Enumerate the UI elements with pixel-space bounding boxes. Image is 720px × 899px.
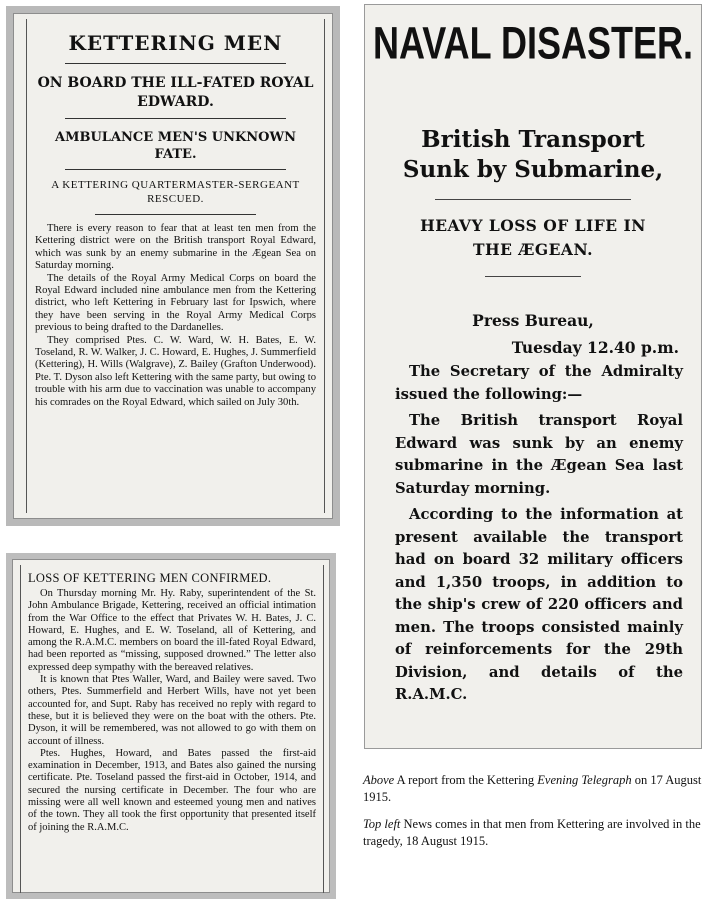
deck-line: Sunk by Submarine, (402, 156, 664, 183)
paragraph: The details of the Royal Army Medical Corps on board the Royal Edward included nine ambulance men from the Kettering district, who left Kettering in February last for Ipswich, where they have been serving in the Royal Army Medical Corps previous to being drafted to the Dardanelles. (35, 272, 316, 334)
caption-label: Above (363, 773, 395, 787)
article-body (35, 223, 316, 409)
clipping-column (26, 19, 325, 513)
caption-above (363, 772, 715, 806)
divider (65, 118, 286, 119)
clipping-loss-confirmed (6, 553, 336, 899)
deck-heading: A KETTERING QUARTERMASTER-SERGEANT RESCUED. (51, 179, 300, 205)
paragraph: The British transport Royal Edward was sunk by an enemy submarine in the Ægean Sea last Saturday morning. (395, 412, 683, 497)
headline: KETTERING MEN (68, 31, 283, 55)
captions (363, 772, 715, 860)
byline: Press Bureau, (472, 311, 594, 330)
dateline: Tuesday 12.40 p.m. (511, 338, 679, 357)
divider (435, 199, 631, 200)
deck-heading: ON BOARD THE ILL-FATED ROYAL EDWARD. (37, 75, 314, 110)
deck-heading (367, 214, 699, 262)
paragraph: It is known that Ptes Waller, Ward, and Bailey were saved. Two others, Ptes. Summerfield and Herbert Wills, have not yet been accounted for, and Supt. Raby has received no reply with regard to these, but it is believed they were on the boat with the others. Pte. Dyson, it will be remembered, was not allowed to go with them on account of illness. (28, 674, 316, 747)
paragraph: The Secretary of the Admiralty issued the following:— (395, 363, 683, 403)
caption-text: A report from the Kettering (394, 773, 538, 787)
deck-heading: AMBULANCE MEN'S UNKNOWN FATE. (55, 130, 296, 162)
divider (95, 214, 256, 215)
caption-italic: Evening Telegraph (537, 773, 632, 787)
clipping-column (20, 565, 324, 893)
caption-top-left (363, 816, 715, 850)
headline: LOSS OF KETTERING MEN CONFIRMED. (28, 571, 272, 585)
clipping-naval-disaster (364, 4, 702, 749)
deck-line: THE ÆGEAN. (472, 240, 594, 259)
paragraph: According to the information at present available the transport had on board 32 military officers and 1,350 troops, in addition to the ship's crew of 220 officers and men. The troops consisted mainly of reinforcements for the 29th Division, and details of the R.A.M.C. (395, 506, 683, 703)
article-body (28, 588, 316, 834)
clipping-kettering-men (6, 6, 340, 526)
divider (485, 276, 581, 277)
headline: NAVAL DISASTER. (372, 17, 694, 69)
divider (65, 169, 286, 170)
caption-text: News comes in that men from Kettering are involved in the tragedy, 18 August 1915. (363, 817, 701, 848)
deck-line: British Transport (421, 126, 645, 153)
paragraph: They comprised Ptes. C. W. Ward, W. H. Bates, E. W. Toseland, R. W. Walker, J. C. Howard, E. Hughes, J. Summerfield (Kettering), H. Wills (Walgrave), Z. Bailey (Grafton Underwood). Pte. T. Dyson also left Kettering with the same party, but owing to trouble with his arm due to vaccination was unable to accompany his comrades on the Royal Edward, which sailed on July 30th. (35, 334, 316, 408)
paragraph: On Thursday morning Mr. Hy. Raby, superintendent of the St. John Ambulance Brigade, Kettering, received an official intimation from the War Office to the effect that Privates W. H. Bates, J. C. Howard, E. Hughes, and E. W. Toseland, all of Kettering, and among the R.A.M.C. members on board the ill-fated Royal Edward, had been reported as “missing, supposed drowned.” The letter also expressed deep sympathy with the bereaved relatives. (28, 588, 316, 673)
paragraph: Ptes. Hughes, Howard, and Bates passed the first-aid examination in December, 1913, and Bates also gained the nursing certificate. Pte. Toseland passed the first-aid in October, 1914, and secured the nursing certificate in December. The four who are missing were all well known and esteemed young men and natives of the town. They all took the first opportunity that presented itself of joining the R.A.M.C. (28, 747, 316, 833)
paragraph: There is every reason to fear that at least ten men from the Kettering district were on the British transport Royal Edward, which was sunk by an enemy submarine in the Ægean Sea on Saturday morning. (35, 223, 316, 272)
divider (65, 63, 286, 64)
deck-heading (365, 125, 701, 185)
deck-line: HEAVY LOSS OF LIFE IN (420, 216, 646, 235)
caption-label: Top left (363, 817, 401, 831)
caption-text: on 17 August 1915. (363, 773, 702, 804)
